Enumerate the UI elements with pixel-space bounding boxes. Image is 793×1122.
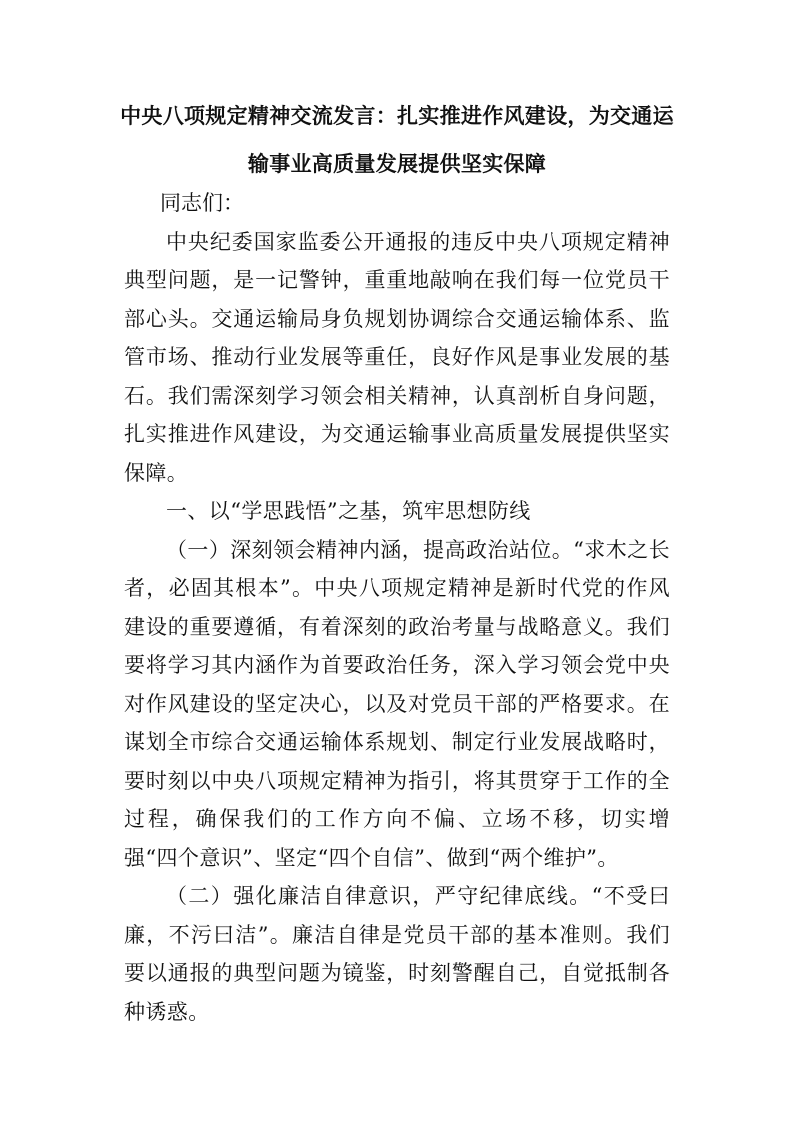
document-title [112, 92, 682, 188]
section1-item2-paragraph: （二）强化廉洁自律意识，严守纪律底线。“不受曰廉，不污曰洁”。廉洁自律是党员干部的基本准则。我们要以通报的典型问题为镜鉴，时刻警醒自己，自觉抵制各种诱惑。 [124, 884, 670, 1024]
section1-item1-paragraph: （一）深刻领会精神内涵，提高政治站位。“求木之长者，必固其根本”。中央八项规定精神是新时代党的作风建设的重要遵循，有着深刻的政治考量与战略意义。我们要将学习其内涵作为首要政治任务，深入学习领会党中央对作风建设的坚定决心，以及对党员干部的严格要求。在谋划全市综合交通运输体系规划、制定行业发展战略时，要时刻以中央八项规定精神为指引，将其贯穿于工作的全过程，确保我们的工作方向不偏、立场不移，切实增强“四个意识”、坚定“四个自信”、做到“两个维护”。 [124, 537, 670, 870]
section-heading-1: 一、以“学思践悟”之基，筑牢思想防线 [166, 499, 531, 523]
title-line-2: 输事业高质量发展提供坚实保障 [247, 152, 547, 176]
document-body [124, 184, 670, 1031]
intro-paragraph: 中央纪委国家监委公开通报的违反中央八项规定精神典型问题，是一记警钟，重重地敲响在我们每一位党员干部心头。交通运输局身负规划协调综合交通运输体系、监管市场、推动行业发展等重任，良好作风是事业发展的基石。我们需深刻学习领会相关精神，认真剖析自身问题，扎实推进作风建设，为交通运输事业高质量发展提供坚实保障。 [124, 229, 670, 485]
title-line-1: 中央八项规定精神交流发言：扎实推进作风建设，为交通运 [120, 104, 674, 128]
salutation: 同志们： [160, 191, 244, 215]
